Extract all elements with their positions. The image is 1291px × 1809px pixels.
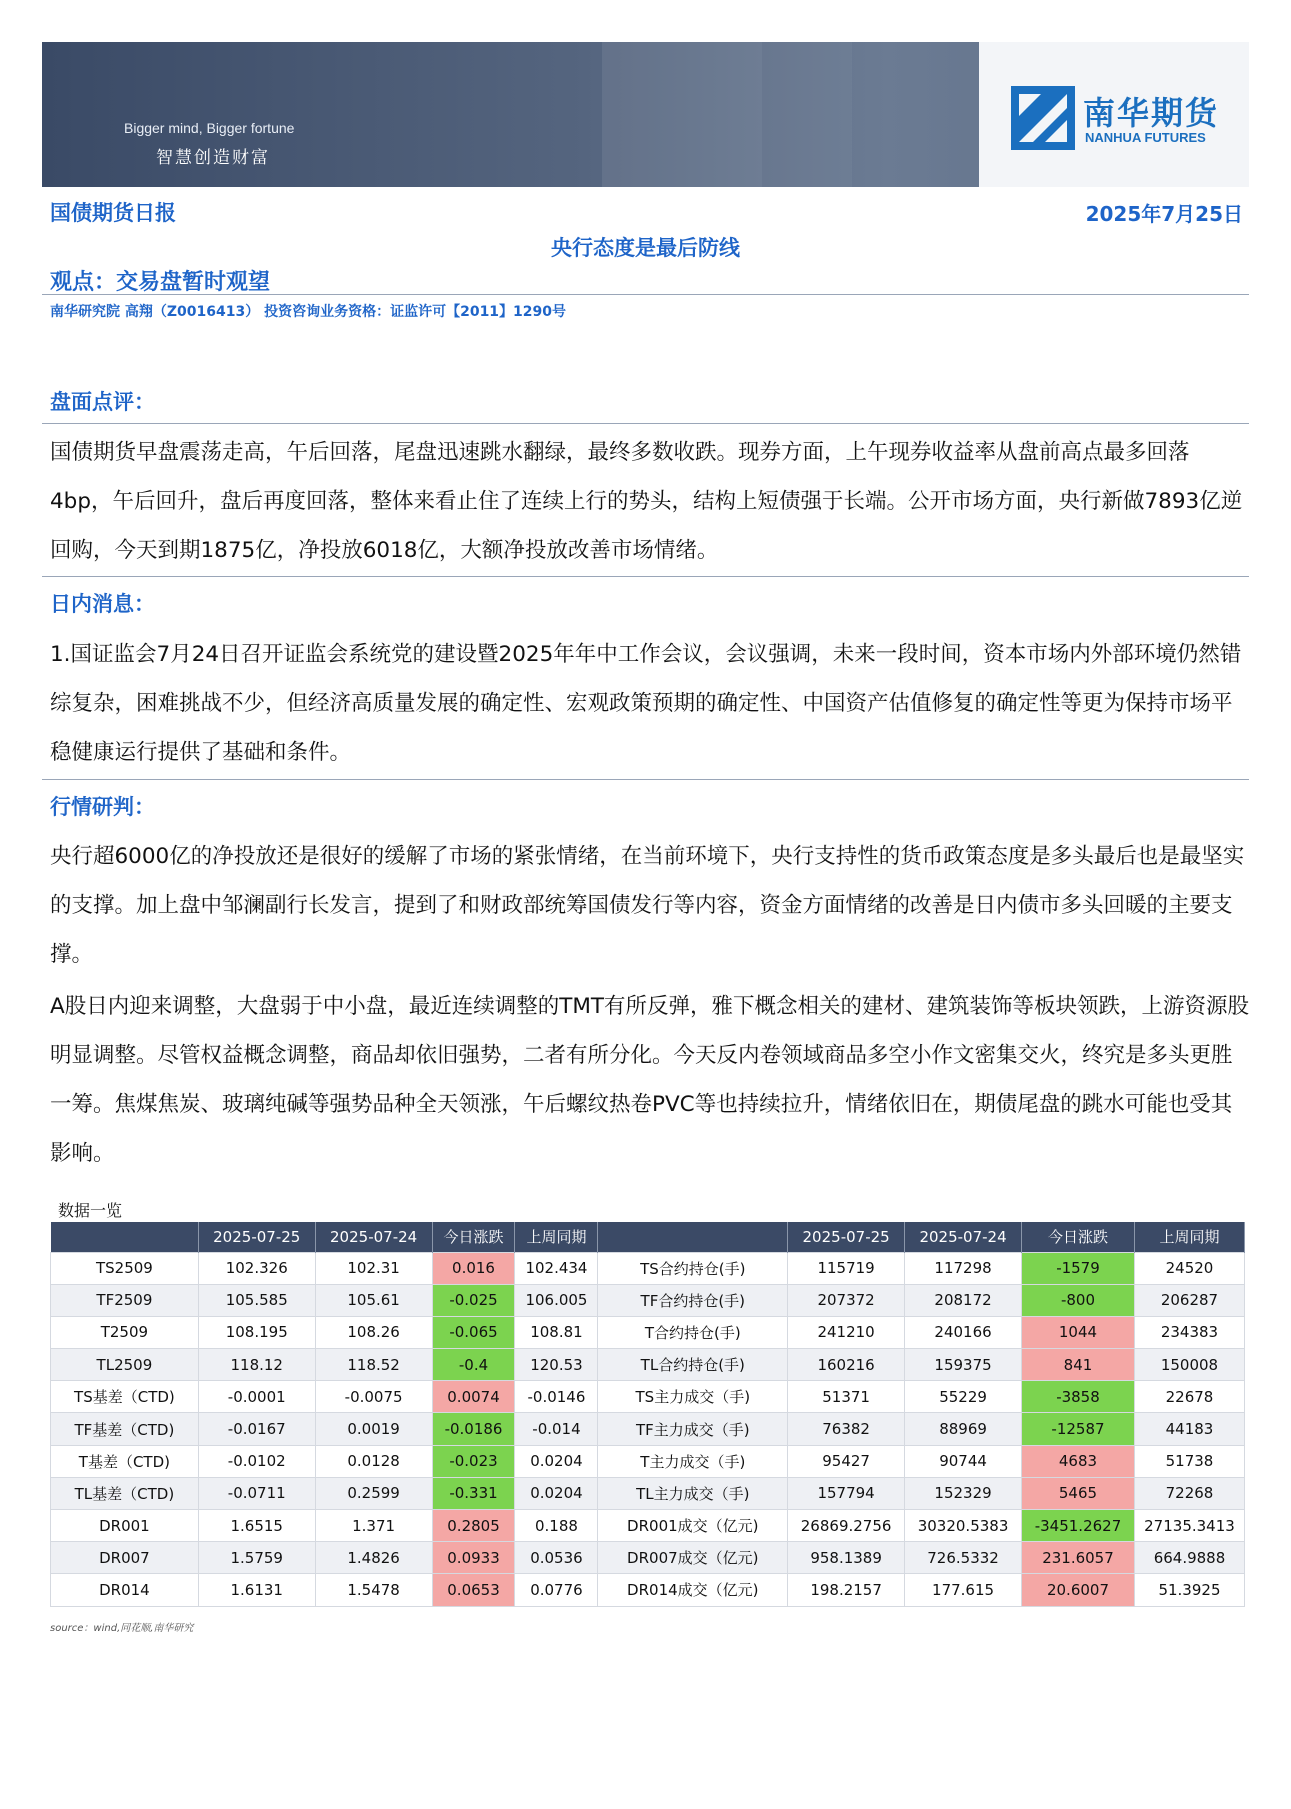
table-cell: 240166 [905, 1316, 1022, 1348]
table-cell: 105.61 [315, 1284, 432, 1316]
row-label: TS合约持仓(手) [598, 1252, 788, 1284]
table-cell: 55229 [905, 1381, 1022, 1413]
row-label: DR014 [51, 1574, 199, 1606]
news-text: 1.国证监会7月24日召开证监会系统党的建设暨2025年年中工作会议，会议强调，未来一段时间，资本市场内外部环境仍然错综复杂，困难挑战不少，但经济高质量发展的确定性、宏观政策预期的确定性、中国资产估值修复的确定性等更为保持市场平稳健康运行提供了基础和条件。 [50, 642, 1242, 765]
table-row [51, 1284, 1245, 1316]
table-cell: 841 [1022, 1349, 1135, 1381]
column-header: 上周同期 [515, 1222, 598, 1252]
table-cell: 26869.2756 [788, 1510, 905, 1542]
table-title: 数据一览 [58, 1201, 123, 1220]
table-cell: 0.0128 [315, 1445, 432, 1477]
table-cell: 76382 [788, 1413, 905, 1445]
row-label: TL基差（CTD) [51, 1477, 199, 1509]
column-header: 2025-07-24 [315, 1222, 432, 1252]
table-cell: 88969 [905, 1413, 1022, 1445]
table-cell: 208172 [905, 1284, 1022, 1316]
section-title-review: 盘面点评： [50, 390, 155, 414]
table-cell: 90744 [905, 1445, 1022, 1477]
table-cell: 0.0653 [432, 1574, 515, 1606]
slogan-chinese: 智慧创造财富 [156, 148, 270, 168]
table-cell: -0.0075 [315, 1381, 432, 1413]
table-cell: 0.0074 [432, 1381, 515, 1413]
table-cell: -0.025 [432, 1284, 515, 1316]
table-cell: 664.9888 [1134, 1542, 1244, 1574]
author-line: 南华研究院 高翔（Z0016413） 投资咨询业务资格：证监许可【2011】1290号 [50, 304, 567, 320]
table-cell: -0.0001 [198, 1381, 315, 1413]
logo-text-chinese: 南华期货 [1083, 94, 1220, 132]
table-body [51, 1252, 1245, 1606]
table-cell: -0.0146 [515, 1381, 598, 1413]
report-headline: 央行态度是最后防线 [551, 236, 740, 260]
table-cell: 1.6131 [198, 1574, 315, 1606]
row-label: TF合约持仓(手) [598, 1284, 788, 1316]
table-cell: 44183 [1134, 1413, 1244, 1445]
header-banner [42, 42, 1249, 187]
data-table [50, 1222, 1245, 1607]
row-label: DR014成交（亿元) [598, 1574, 788, 1606]
table-cell: 152329 [905, 1477, 1022, 1509]
table-cell: 159375 [905, 1349, 1022, 1381]
row-label: T2509 [51, 1316, 199, 1348]
report-name: 国债期货日报 [50, 201, 176, 225]
analysis-paragraph-2: A股日内迎来调整，大盘弱于中小盘，最近连续调整的TMT有所反弹，雅下概念相关的建材、建筑装饰等板块领跌，上游资源股明显调整。尽管权益概念调整，商品却依旧强势，二者有所分化。今天反内卷领域商品多空小作文密集交火，终究是多头更胜一筹。焦煤焦炭、玻璃纯碱等强势品种全天领涨，午后螺纹热卷PVC等也持续拉升，情绪依旧在，期债尾盘的跳水可能也受其影响。 [50, 994, 1250, 1166]
column-header: 今日涨跌 [1022, 1222, 1135, 1252]
table-row [51, 1349, 1245, 1381]
table-row [51, 1252, 1245, 1284]
section-title-news: 日内消息： [50, 592, 155, 616]
table-cell: 22678 [1134, 1381, 1244, 1413]
divider [42, 294, 1249, 295]
row-label: TL主力成交（手) [598, 1477, 788, 1509]
table-row [51, 1413, 1245, 1445]
slogan-english: Bigger mind, Bigger fortune [124, 120, 295, 136]
table-cell: 20.6007 [1022, 1574, 1135, 1606]
row-label: T基差（CTD) [51, 1445, 199, 1477]
table-cell: 51738 [1134, 1445, 1244, 1477]
table-cell: 0.0933 [432, 1542, 515, 1574]
row-label: TF主力成交（手) [598, 1413, 788, 1445]
table-cell: -3858 [1022, 1381, 1135, 1413]
table-cell: 1.371 [315, 1510, 432, 1542]
table-cell: 157794 [788, 1477, 905, 1509]
table-row [51, 1510, 1245, 1542]
table-cell: 206287 [1134, 1284, 1244, 1316]
table-cell: 24520 [1134, 1252, 1244, 1284]
row-label: DR007 [51, 1542, 199, 1574]
logo-text-english: NANHUA FUTURES [1085, 130, 1206, 145]
column-header: 2025-07-25 [788, 1222, 905, 1252]
table-row [51, 1316, 1245, 1348]
table-cell: 72268 [1134, 1477, 1244, 1509]
column-header: 2025-07-24 [905, 1222, 1022, 1252]
table-cell: -0.023 [432, 1445, 515, 1477]
divider [42, 779, 1249, 780]
table-cell: -0.0711 [198, 1477, 315, 1509]
table-cell: 198.2157 [788, 1574, 905, 1606]
column-header: 2025-07-25 [198, 1222, 315, 1252]
row-label: DR001成交（亿元) [598, 1510, 788, 1542]
table-cell: 0.0019 [315, 1413, 432, 1445]
table-cell: 106.005 [515, 1284, 598, 1316]
table-cell: 1.5478 [315, 1574, 432, 1606]
review-text: 国债期货早盘震荡走高，午后回落，尾盘迅速跳水翻绿，最终多数收跌。现券方面，上午现券收益率从盘前高点最多回落4bp，午后回升，盘后再度回落，整体来看止住了连续上行的势头，结构上短债强于长端。公开市场方面，央行新做7893亿逆回购，今天到期1875亿，净投放6018亿，大额净投放改善市场情绪。 [50, 440, 1243, 563]
table-cell: 108.26 [315, 1316, 432, 1348]
table-row [51, 1477, 1245, 1509]
row-label: TS基差（CTD) [51, 1381, 199, 1413]
table-cell: 108.195 [198, 1316, 315, 1348]
table-cell: -1579 [1022, 1252, 1135, 1284]
table-cell: -0.331 [432, 1477, 515, 1509]
table-cell: -0.4 [432, 1349, 515, 1381]
table-cell: 1.4826 [315, 1542, 432, 1574]
table-cell: 102.434 [515, 1252, 598, 1284]
table-cell: 241210 [788, 1316, 905, 1348]
row-label: TL合约持仓(手) [598, 1349, 788, 1381]
row-label: T主力成交（手) [598, 1445, 788, 1477]
column-header [51, 1222, 199, 1252]
row-label: TS主力成交（手) [598, 1381, 788, 1413]
table-cell: 0.016 [432, 1252, 515, 1284]
table-cell: 958.1389 [788, 1542, 905, 1574]
table-cell: -0.0167 [198, 1413, 315, 1445]
table-cell: -0.014 [515, 1413, 598, 1445]
table-row [51, 1542, 1245, 1574]
table-cell: 120.53 [515, 1349, 598, 1381]
analysis-paragraph-1: 央行超6000亿的净投放还是很好的缓解了市场的紧张情绪，在当前环境下，央行支持性的货币政策态度是多头最后也是最坚实的支撑。加上盘中邹澜副行长发言，提到了和财政部统筹国债发行等内容，资金方面情绪的改善是日内债市多头回暖的主要支撑。 [50, 844, 1245, 967]
table-cell: 1044 [1022, 1316, 1135, 1348]
table-cell: 95427 [788, 1445, 905, 1477]
table-cell: 1.6515 [198, 1510, 315, 1542]
table-cell: 108.81 [515, 1316, 598, 1348]
table-cell: 102.31 [315, 1252, 432, 1284]
source-note: source：wind,同花顺,南华研究 [50, 1623, 194, 1634]
table-cell: -0.065 [432, 1316, 515, 1348]
row-label: DR001 [51, 1510, 199, 1542]
table-cell: 726.5332 [905, 1542, 1022, 1574]
nanhua-logo-icon [1011, 86, 1075, 150]
table-cell: 105.585 [198, 1284, 315, 1316]
table-cell: 1.5759 [198, 1542, 315, 1574]
section-title-analysis: 行情研判： [50, 795, 155, 819]
row-label: DR007成交（亿元) [598, 1542, 788, 1574]
company-logo [979, 42, 1249, 187]
table-row [51, 1574, 1245, 1606]
table-cell: 51.3925 [1134, 1574, 1244, 1606]
table-cell: 234383 [1134, 1316, 1244, 1348]
viewpoint: 观点：交易盘暂时观望 [50, 270, 271, 295]
table-cell: 0.188 [515, 1510, 598, 1542]
row-label: TF2509 [51, 1284, 199, 1316]
table-cell: 118.12 [198, 1349, 315, 1381]
table-cell: 0.0204 [515, 1477, 598, 1509]
table-cell: -12587 [1022, 1413, 1135, 1445]
row-label: TS2509 [51, 1252, 199, 1284]
table-row [51, 1445, 1245, 1477]
table-cell: -0.0102 [198, 1445, 315, 1477]
table-cell: 0.2599 [315, 1477, 432, 1509]
table-cell: 0.2805 [432, 1510, 515, 1542]
divider [42, 423, 1249, 424]
table-cell: 30320.5383 [905, 1510, 1022, 1542]
table-cell: 4683 [1022, 1445, 1135, 1477]
table-cell: 0.0776 [515, 1574, 598, 1606]
row-label: TF基差（CTD) [51, 1413, 199, 1445]
table-cell: 5465 [1022, 1477, 1135, 1509]
report-date: 2025年7月25日 [1085, 202, 1243, 226]
table-cell: 0.0204 [515, 1445, 598, 1477]
table-cell: 160216 [788, 1349, 905, 1381]
table-row [51, 1381, 1245, 1413]
column-header: 今日涨跌 [432, 1222, 515, 1252]
row-label: T合约持仓(手) [598, 1316, 788, 1348]
table-cell: 117298 [905, 1252, 1022, 1284]
table-cell: 115719 [788, 1252, 905, 1284]
table-cell: -0.0186 [432, 1413, 515, 1445]
table-cell: -800 [1022, 1284, 1135, 1316]
table-cell: 51371 [788, 1381, 905, 1413]
column-header: 上周同期 [1134, 1222, 1244, 1252]
banner-stripe [602, 42, 762, 187]
table-cell: 27135.3413 [1134, 1510, 1244, 1542]
table-cell: 150008 [1134, 1349, 1244, 1381]
table-cell: 207372 [788, 1284, 905, 1316]
column-header [598, 1222, 788, 1252]
table-cell: -3451.2627 [1022, 1510, 1135, 1542]
table-cell: 177.615 [905, 1574, 1022, 1606]
table-cell: 118.52 [315, 1349, 432, 1381]
row-label: TL2509 [51, 1349, 199, 1381]
table-header-row [51, 1222, 1245, 1252]
table-cell: 102.326 [198, 1252, 315, 1284]
table-cell: 231.6057 [1022, 1542, 1135, 1574]
table-cell: 0.0536 [515, 1542, 598, 1574]
banner-stripe [762, 42, 852, 187]
divider [42, 576, 1249, 577]
